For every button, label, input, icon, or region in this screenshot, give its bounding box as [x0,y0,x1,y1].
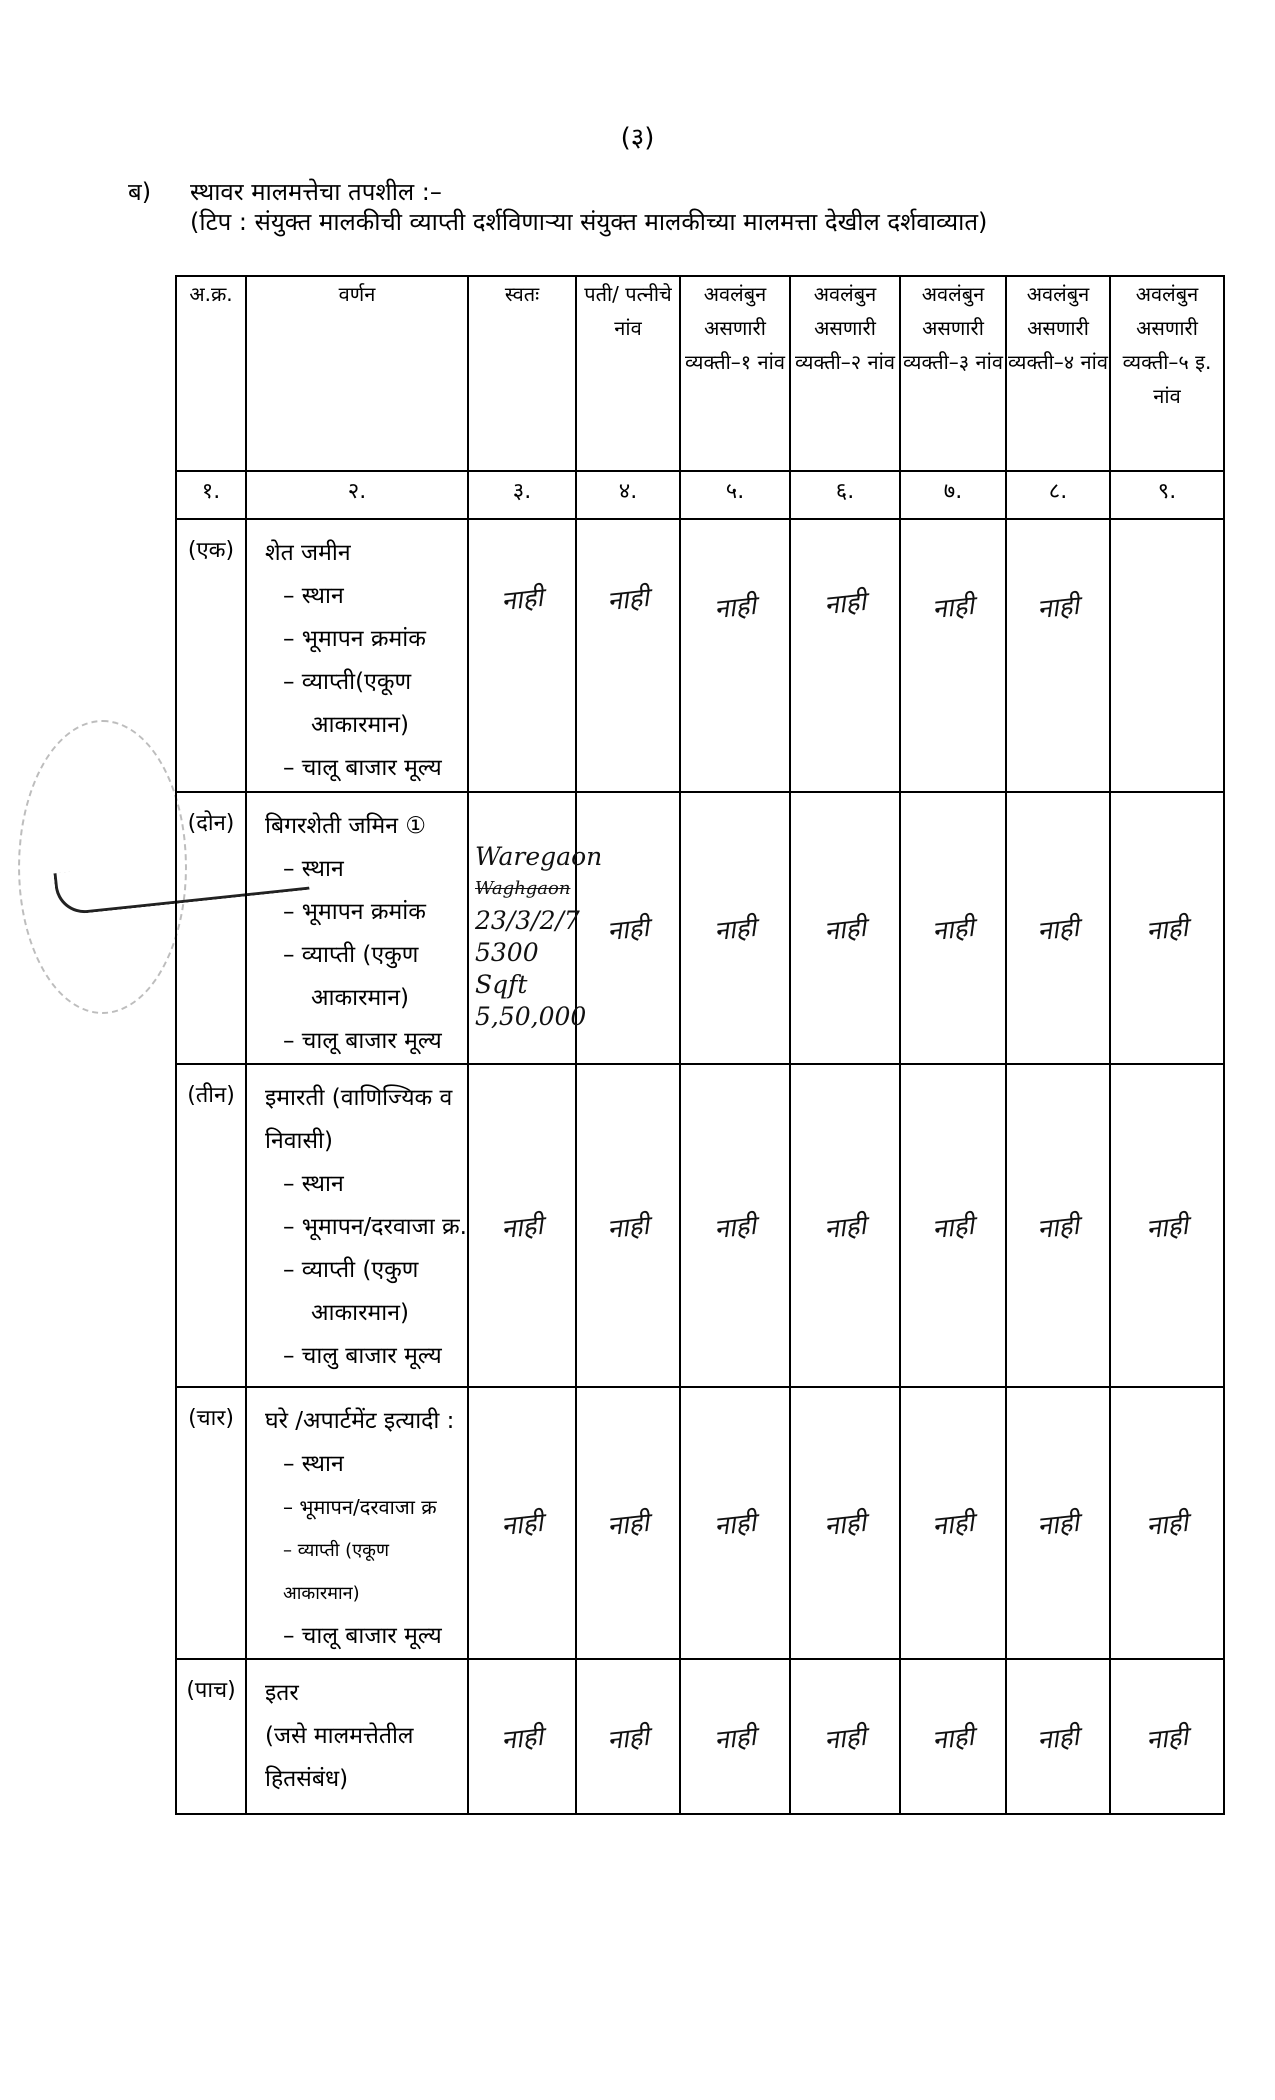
handwritten-entry: नाही [790,519,900,792]
header-dependent-1: अवलंबुन असणारी व्यक्ती–१ नांव [680,276,790,471]
header-row [176,276,1224,471]
row-item: – भूमापन/दरवाजा क्र [283,1495,437,1519]
row-item: – व्याप्ती (एकुण [283,942,419,968]
row-item: – भूमापन क्रमांक [283,626,426,652]
empty-cell [1110,519,1224,792]
row-item: हितसंबंध) [265,1766,349,1792]
table-row-houses-apartments [176,1387,1224,1659]
handwritten-entry: नाही [680,519,790,792]
handwritten-entry: नाही [680,1064,790,1387]
row-label: (चार) [176,1387,246,1659]
column-number: १. [176,471,246,519]
handwritten-entry: नाही [790,792,900,1064]
row-title: इमारती (वाणिज्यिक व [265,1085,453,1111]
table-row-agricultural-land [176,519,1224,792]
row-item: आकारमान) [311,985,409,1011]
handwritten-entry: नाही [1006,792,1110,1064]
handwritten-entry: नाही [468,1659,576,1814]
header-serial: अ.क्र. [176,276,246,471]
handwritten-entry: नाही [1006,1387,1110,1659]
row-item: – चालू बाजार मूल्य [283,1623,442,1649]
row-description [246,1387,468,1659]
handwritten-entry: नाही [1110,792,1224,1064]
row-item: आकारमान) [311,712,409,738]
header-dependent-4: अवलंबुन असणारी व्यक्ती–४ नांव [1006,276,1110,471]
column-number: २. [246,471,468,519]
handwritten-entry: नाही [900,792,1006,1064]
handwritten-entry: नाही [576,1387,680,1659]
handwritten-entry: नाही [1006,519,1110,792]
section-note: (टिप : संयुक्त मालकीची व्याप्ती दर्शविणाऱ्या संयुक्त मालकीच्या मालमत्ता देखील दर्शवाव्यात) [190,208,988,236]
row-item: – स्थान [283,583,344,609]
column-number: ५. [680,471,790,519]
handwritten-entry: नाही [680,792,790,1064]
handwritten-entry: नाही [680,1659,790,1814]
handwritten-entry: नाही [576,1659,680,1814]
row-item: – स्थान [283,1171,344,1197]
row-description [246,1659,468,1814]
handwritten-entry: नाही [790,1064,900,1387]
row-item: – चालु बाजार मूल्य [283,1343,442,1369]
column-number: ७. [900,471,1006,519]
handwritten-entry: नाही [790,1659,900,1814]
handwritten-entry: नाही [1006,1064,1110,1387]
handwritten-entry: नाही [900,1659,1006,1814]
handwritten-entry: नाही [1006,1659,1110,1814]
handwritten-entry: नाही [468,1064,576,1387]
row-description [246,519,468,792]
row-title-continued: निवासी) [265,1128,333,1154]
row-item: – भूमापन/दरवाजा क्र. [283,1214,467,1240]
table-row-other [176,1659,1224,1814]
row-item: – चालू बाजार मूल्य [283,1028,442,1054]
table-row-non-agricultural-land [176,792,1224,1064]
column-number-row [176,471,1224,519]
handwritten-entry: नाही [900,1387,1006,1659]
handwritten-entry: नाही [680,1387,790,1659]
table-row-buildings [176,1064,1224,1387]
row-title: शेत जमीन [265,540,351,566]
handwritten-entry: नाही [1110,1387,1224,1659]
row-label: (पाच) [176,1659,246,1814]
page-number: (३) [620,123,655,153]
handwritten-entry: नाही [576,792,680,1064]
handwritten-entry: नाही [1110,1659,1224,1814]
header-dependent-5: अवलंबुन असणारी व्यक्ती–५ इ. नांव [1110,276,1224,471]
row-item: – व्याप्ती (एकुण [283,1257,419,1283]
handwritten-location: Waregaon [475,842,603,871]
row-item: – व्याप्ती(एकूण [283,669,412,695]
section-title: स्थावर मालमत्तेचा तपशील :– [190,178,442,206]
handwritten-entry: नाही [576,519,680,792]
column-number: ६. [790,471,900,519]
section-marker: ब) [128,178,152,206]
header-description: वर्णन [246,276,468,471]
column-number: ३. [468,471,576,519]
row-label: (दोन) [176,792,246,1064]
handwritten-entry: नाही [468,519,576,792]
handwritten-entry: नाही [900,519,1006,792]
handwritten-area-unit: Sqft [475,970,528,999]
header-self: स्वतः [468,276,576,471]
handwritten-entry: नाही [790,1387,900,1659]
column-number: ८. [1006,471,1110,519]
row-item: आकारमान) [311,1300,409,1326]
header-spouse: पती/ पत्नीचे नांव [576,276,680,471]
row-item: – भूमापन क्रमांक [283,899,426,925]
row-label: (एक) [176,519,246,792]
row-item: – स्थान [283,1451,344,1477]
handwritten-market-value: 5,50,000 [475,1002,587,1031]
column-number: ४. [576,471,680,519]
handwritten-entry: नाही [900,1064,1006,1387]
handwritten-area-value: 5300 [475,938,539,967]
row-item: (जसे मालमत्तेतील [265,1723,414,1749]
row-title: घरे /अपार्टमेंट इत्यादी : [265,1408,455,1434]
row-item: – स्थान [283,856,344,882]
handwritten-entry: नाही [468,1387,576,1659]
row-description [246,1064,468,1387]
header-dependent-2: अवलंबुन असणारी व्यक्ती–२ नांव [790,276,900,471]
row-item: – चालू बाजार मूल्य [283,755,442,781]
column-number: ९. [1110,471,1224,519]
header-dependent-3: अवलंबुन असणारी व्यक्ती–३ नांव [900,276,1006,471]
handwritten-struck-text: Waghgaon [475,878,571,899]
row-title: बिगरशेती जमिन ① [265,813,426,839]
handwritten-entry: नाही [1110,1064,1224,1387]
row-title: इतर [265,1680,299,1706]
row-description [246,792,468,1064]
handwritten-property-details [468,792,603,1064]
handwritten-entry: नाही [576,1064,680,1387]
immovable-property-table [175,275,1225,1815]
row-item: – व्याप्ती (एकूण आकारमान) [283,1540,389,1604]
handwritten-survey-number: 23/3/2/7 [475,906,580,935]
row-label: (तीन) [176,1064,246,1387]
